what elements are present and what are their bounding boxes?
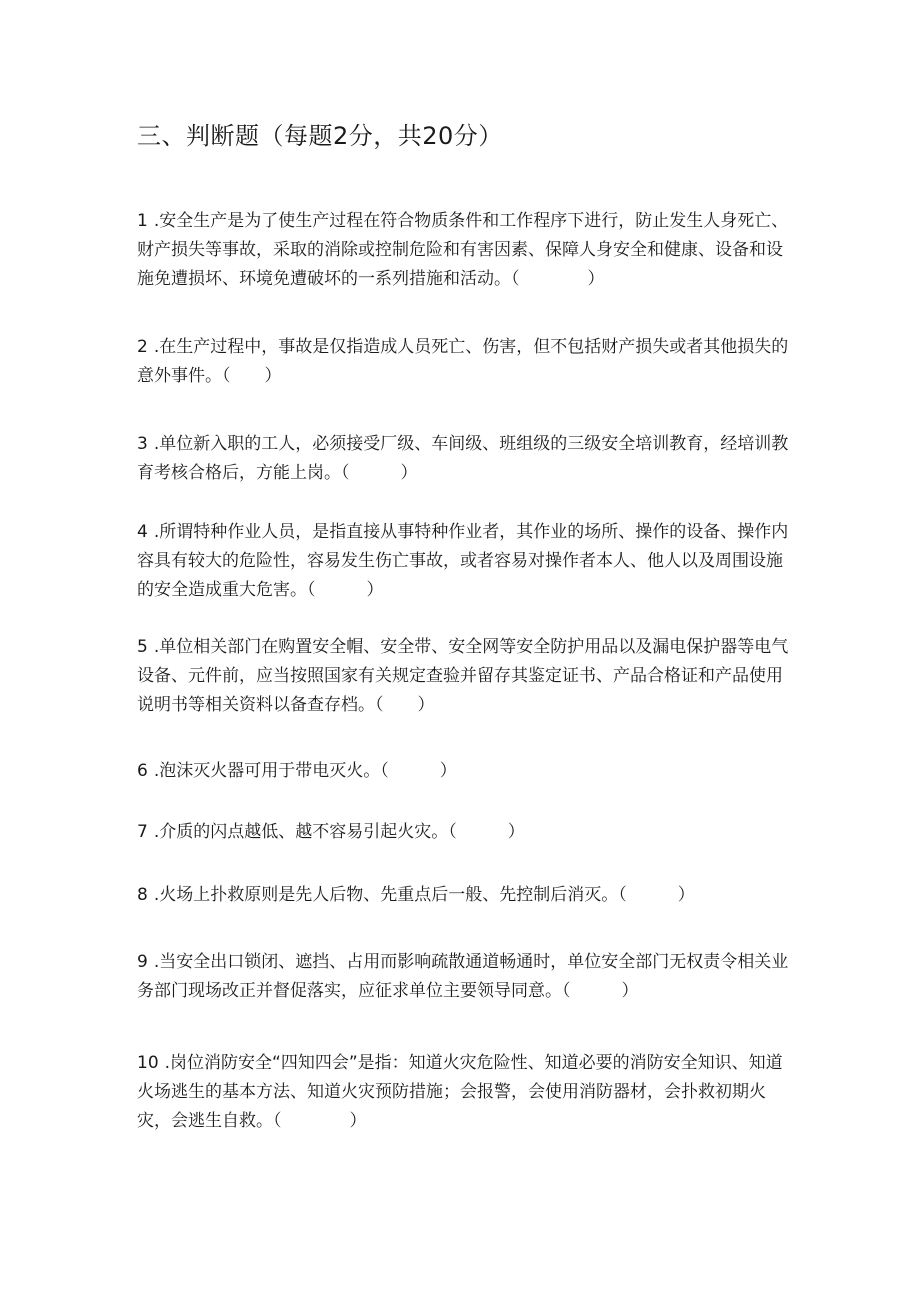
section-title: 三、判断题（每题2分，共20分） <box>137 122 503 150</box>
answer-blank[interactable]: （ ） <box>448 822 525 842</box>
question-text: .岗位消防安全“四知四会”是指：知道火灾危险性、知道必要的消防安全知识、知道火场逃生的基本方法、知道火灾预防措施；会报警，会使用消防器材，会扑救初期火灾，会逃生自救。 <box>137 1053 783 1131</box>
question-text: .泡沫灭火器可用于带电灭火。 <box>153 761 381 781</box>
question-10 <box>137 1049 797 1136</box>
question-7 <box>137 818 797 847</box>
question-6 <box>137 757 797 786</box>
question-1 <box>137 207 797 294</box>
answer-blank[interactable]: （ ） <box>273 1111 367 1131</box>
question-number: 3 <box>137 434 148 454</box>
question-text: .在生产过程中，事故是仅指造成人员死亡、伤害，但不包括财产损失或者其他损失的意外事件。 <box>137 337 789 386</box>
question-number: 10 <box>137 1053 159 1073</box>
question-3 <box>137 430 797 488</box>
question-number: 6 <box>137 761 148 781</box>
question-text: .安全生产是为了使生产过程在符合物质条件和工作程序下进行，防止发生人身死亡、财产损失等事故，采取的消除或控制危险和有害因素、保障人身安全和健康、设备和设施免遭损坏、环境免遭破坏的一系列措施和活动。 <box>137 211 789 289</box>
question-5 <box>137 633 797 720</box>
answer-blank[interactable]: （ ） <box>380 761 457 781</box>
question-text: .单位新入职的工人，必须接受厂级、车间级、班组级的三级安全培训教育，经培训教育考核合格后，方能上岗。 <box>137 434 789 483</box>
question-text: .单位相关部门在购置安全帽、安全带、安全网等安全防护用品以及漏电保护器等电气设备、元件前，应当按照国家有关规定查验并留存其鉴定证书、产品合格证和产品使用说明书等相关资料以备查存档。 <box>137 637 789 715</box>
answer-blank[interactable]: （ ） <box>562 981 639 1001</box>
question-text: .介质的闪点越低、越不容易引起火灾。 <box>153 822 449 842</box>
question-number: 5 <box>137 637 148 657</box>
question-4 <box>137 518 797 605</box>
question-number: 4 <box>137 522 148 542</box>
answer-blank[interactable]: （ ） <box>307 580 384 600</box>
question-8 <box>137 881 797 910</box>
question-9 <box>137 948 797 1006</box>
question-number: 9 <box>137 952 148 972</box>
answer-blank[interactable]: （ ） <box>375 695 435 715</box>
question-2 <box>137 333 797 391</box>
question-number: 7 <box>137 822 148 842</box>
answer-blank[interactable]: （ ） <box>341 463 418 483</box>
question-number: 1 <box>137 211 148 231</box>
question-text: .所谓特种作业人员，是指直接从事特种作业者，其作业的场所、操作的设备、操作内容具有较大的危险性，容易发生伤亡事故，或者容易对操作者本人、他人以及周围设施的安全造成重大危害。 <box>137 522 789 600</box>
question-number: 2 <box>137 337 148 357</box>
answer-blank[interactable]: （ ） <box>618 885 695 905</box>
question-number: 8 <box>137 885 148 905</box>
question-text: .火场上扑救原则是先人后物、先重点后一般、先控制后消灭。 <box>153 885 619 905</box>
answer-blank[interactable]: （ ） <box>222 366 282 386</box>
question-text: .当安全出口锁闭、遮挡、占用而影响疏散通道畅通时，单位安全部门无权责令相关业务部门现场改正并督促落实，应征求单位主要领导同意。 <box>137 952 789 1001</box>
answer-blank[interactable]: （ ） <box>511 269 605 289</box>
